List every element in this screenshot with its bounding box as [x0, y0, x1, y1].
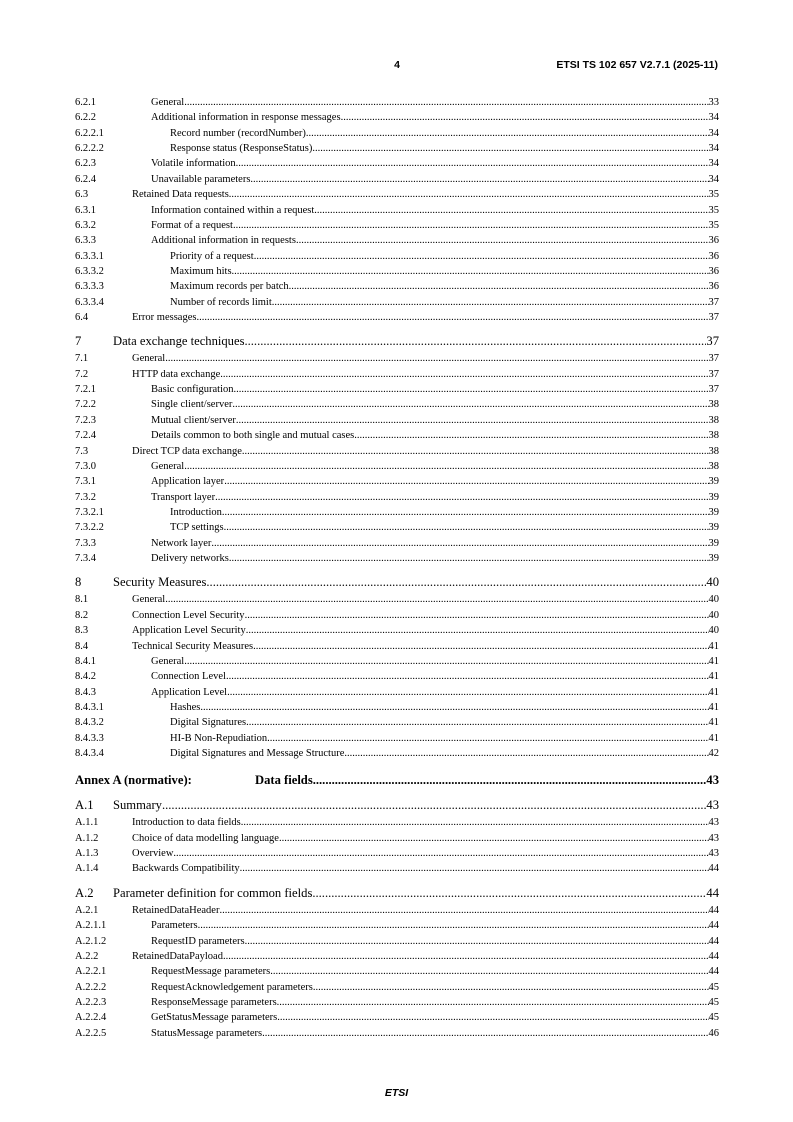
toc-entry-page: 38 — [708, 399, 719, 411]
toc-entry-page: 44 — [708, 950, 719, 962]
toc-entry-page: 41 — [708, 686, 719, 698]
toc-entry[interactable] — [75, 249, 719, 264]
toc-dot-leader — [220, 367, 708, 382]
toc-entry-title: Hashes — [170, 701, 201, 713]
toc-entry[interactable] — [75, 1026, 719, 1041]
toc-entry-number: 6.2.1 — [75, 97, 96, 108]
toc-entry-number: 8.3 — [75, 625, 89, 637]
toc-entry-page: 40 — [708, 594, 719, 606]
toc-entry-number: 6.2.2.1 — [75, 127, 104, 139]
toc-entry-title: Priority of a request — [170, 250, 254, 262]
toc-entry-title: RequestAcknowledgement parameters — [151, 981, 313, 993]
toc-entry-title: Record number (recordNumber) — [170, 127, 306, 139]
toc-entry-number: 6.3.3.4 — [75, 296, 104, 308]
toc-entry[interactable] — [75, 731, 719, 746]
toc-entry-title: HTTP data exchange — [132, 368, 221, 380]
toc-entry-page: 46 — [708, 1027, 719, 1039]
toc-dot-leader — [250, 172, 708, 187]
toc-dot-leader — [344, 746, 708, 761]
toc-entry[interactable] — [75, 797, 719, 814]
toc-dot-leader — [341, 110, 709, 125]
toc-entry-page: 39 — [708, 476, 719, 488]
toc-entry[interactable] — [75, 831, 719, 846]
toc-entry-page: 43 — [708, 848, 719, 860]
toc-entry-number: A.1 — [75, 798, 94, 813]
toc-dot-leader — [272, 295, 709, 310]
toc-dot-leader — [236, 413, 709, 428]
toc-dot-leader — [219, 903, 708, 918]
toc-entry-number: A.1.2 — [75, 832, 99, 844]
toc-entry[interactable] — [75, 574, 719, 591]
toc-entry-title: Digital Signatures — [170, 717, 247, 729]
toc-dot-leader — [270, 964, 708, 979]
toc-entry-number: 7.3.3 — [75, 537, 96, 549]
toc-entry-page: 41 — [708, 717, 719, 729]
toc-entry-page: 44 — [706, 885, 719, 900]
toc-dot-leader — [173, 846, 708, 861]
toc-entry[interactable] — [75, 295, 719, 310]
toc-entry-number: 8.4.3.2 — [75, 717, 104, 729]
toc-entry-page: 34 — [708, 173, 719, 185]
toc-entry-number: A.2.2.5 — [75, 1027, 107, 1039]
toc-entry-title: Additional information in response messages — [151, 112, 341, 124]
toc-entry[interactable] — [75, 592, 719, 607]
toc-dot-leader — [211, 536, 708, 551]
toc-dot-leader — [245, 608, 709, 623]
toc-entry-page: 44 — [708, 966, 719, 978]
toc-entry-page: 40 — [708, 625, 719, 637]
toc-entry-title: Number of records limit — [170, 296, 272, 308]
toc-dot-leader — [245, 934, 709, 949]
toc-entry-page: 43 — [706, 798, 719, 813]
toc-entry-number: 6.2.2.2 — [75, 143, 104, 155]
toc-entry-title: Application Level — [151, 686, 228, 698]
toc-entry-page: 37 — [706, 334, 719, 349]
toc-entry-number: 6.2.2 — [75, 112, 96, 124]
toc-entry-number: 6.3.3.1 — [75, 250, 104, 262]
toc-dot-leader — [354, 428, 708, 443]
toc-entry-page: 41 — [708, 732, 719, 744]
toc-entry-page: 40 — [706, 575, 719, 590]
toc-dot-leader — [312, 141, 708, 156]
toc-entry[interactable] — [75, 279, 719, 294]
toc-entry-title: Security Measures — [113, 575, 207, 590]
toc-dot-leader — [222, 505, 709, 520]
toc-entry-number: 6.4 — [75, 312, 89, 324]
toc-dot-leader — [200, 700, 708, 715]
toc-entry-title: ResponseMessage parameters — [151, 996, 277, 1008]
toc-entry-page: 37 — [708, 296, 719, 308]
toc-entry-title: RequestID parameters — [151, 935, 245, 947]
toc-entry-title: General — [151, 655, 185, 667]
toc-entry-number: 8 — [75, 575, 82, 590]
toc-entry[interactable] — [75, 536, 719, 551]
toc-dot-leader — [296, 233, 709, 248]
toc-dot-leader — [241, 815, 709, 830]
toc-entry[interactable] — [75, 654, 719, 669]
toc-entry-number: A.2.2.1 — [75, 966, 107, 978]
toc-entry[interactable] — [75, 351, 719, 366]
toc-dot-leader — [229, 551, 709, 566]
toc-entry-page: 43 — [708, 832, 719, 844]
toc-entry-page: 45 — [708, 1012, 719, 1024]
toc-dot-leader — [312, 885, 706, 902]
toc-entry-title: Overview — [132, 848, 174, 860]
toc-entry-title: General — [132, 353, 166, 365]
toc-entry-title: Connection Level — [151, 671, 226, 683]
toc-entry-number: Annex A (normative): — [75, 773, 192, 788]
table-of-contents — [75, 95, 719, 1041]
toc-entry-number: A.1.3 — [75, 848, 99, 860]
toc-entry-page: 36 — [708, 265, 719, 277]
toc-dot-leader — [232, 397, 708, 412]
toc-entry-number: 8.4.3.1 — [75, 701, 104, 713]
page-number: 4 — [394, 59, 400, 71]
toc-entry-title: Backwards Compatibility — [132, 863, 240, 875]
toc-entry-page: 41 — [708, 640, 719, 652]
toc-entry-page: 45 — [708, 981, 719, 993]
toc-entry-page: 44 — [708, 920, 719, 932]
toc-entry-title: Introduction to data fields — [132, 817, 241, 829]
toc-entry[interactable] — [75, 846, 719, 861]
toc-entry[interactable] — [75, 623, 719, 638]
toc-entry-number: 7.1 — [75, 353, 89, 365]
toc-entry-title: Maximum hits — [170, 265, 232, 277]
toc-entry-title: Data exchange techniques — [113, 334, 245, 349]
toc-entry-number: A.2.1.1 — [75, 920, 107, 932]
toc-entry-number: 7.3.1 — [75, 476, 96, 488]
toc-dot-leader — [206, 574, 706, 591]
toc-entry[interactable] — [75, 187, 719, 202]
toc-dot-leader — [306, 126, 709, 141]
toc-entry-title: Summary — [113, 798, 162, 813]
toc-dot-leader — [262, 1026, 708, 1041]
toc-entry-number: 6.3.1 — [75, 204, 96, 216]
toc-entry-number: 7.2.1 — [75, 384, 96, 396]
toc-dot-leader — [246, 623, 709, 638]
toc-entry[interactable] — [75, 715, 719, 730]
toc-entry[interactable] — [75, 995, 719, 1010]
toc-entry-page: 37 — [708, 384, 719, 396]
toc-entry-number: 8.4 — [75, 640, 89, 652]
toc-entry-number: 8.4.3.3 — [75, 732, 104, 744]
toc-entry-number: 6.3.3 — [75, 235, 96, 247]
toc-entry-title: Basic configuration — [151, 384, 234, 396]
toc-entry-title: Maximum records per batch — [170, 281, 289, 293]
toc-dot-leader — [229, 187, 709, 202]
toc-dot-leader — [289, 279, 709, 294]
toc-entry-title: Information contained within a request — [151, 204, 315, 216]
toc-dot-leader — [162, 797, 706, 814]
toc-entry[interactable] — [75, 428, 719, 443]
toc-entry[interactable] — [75, 233, 719, 248]
toc-dot-leader — [226, 669, 709, 684]
toc-entry-number: 8.4.3 — [75, 686, 96, 698]
toc-entry[interactable] — [75, 172, 719, 187]
toc-dot-leader — [277, 995, 709, 1010]
toc-entry-page: 44 — [708, 904, 719, 916]
toc-dot-leader — [232, 264, 709, 279]
toc-dot-leader — [224, 474, 708, 489]
toc-entry-title: Application Level Security — [132, 625, 246, 637]
toc-entry-title: Volatile information — [151, 158, 236, 170]
toc-entry-title: Format of a request — [151, 219, 233, 231]
toc-entry[interactable] — [75, 639, 719, 654]
toc-entry[interactable] — [75, 505, 719, 520]
toc-entry-title: Introduction — [170, 506, 222, 518]
toc-entry[interactable] — [75, 903, 719, 918]
toc-entry-page: 37 — [708, 312, 719, 324]
toc-entry-title: Error messages — [132, 312, 197, 324]
toc-entry-page: 35 — [708, 189, 719, 201]
toc-dot-leader — [227, 685, 708, 700]
toc-entry-page: 39 — [708, 522, 719, 534]
toc-entry-title: Direct TCP data exchange — [132, 445, 242, 457]
toc-entry-title: RequestMessage parameters — [151, 966, 271, 978]
toc-entry[interactable] — [75, 367, 719, 382]
toc-dot-leader — [234, 382, 709, 397]
toc-entry[interactable] — [75, 885, 719, 902]
toc-entry[interactable] — [75, 746, 719, 761]
toc-entry[interactable] — [75, 980, 719, 995]
toc-entry[interactable] — [75, 949, 719, 964]
toc-entry-number: 7 — [75, 334, 82, 349]
toc-dot-leader — [184, 95, 708, 110]
toc-entry-title: RetainedDataPayload — [132, 950, 223, 962]
toc-entry-page: 36 — [708, 281, 719, 293]
toc-entry-title: GetStatusMessage parameters — [151, 1012, 278, 1024]
toc-entry-title: Response status (ResponseStatus) — [170, 143, 313, 155]
toc-entry-title: Details common to both single and mutual cases — [151, 430, 355, 442]
toc-dot-leader — [314, 203, 708, 218]
toc-entry-page: 40 — [708, 609, 719, 621]
toc-entry[interactable] — [75, 964, 719, 979]
toc-entry-title: Additional information in requests — [151, 235, 296, 247]
toc-entry-title: Transport layer — [151, 491, 216, 503]
toc-entry[interactable] — [75, 156, 719, 171]
toc-entry-number: 8.1 — [75, 594, 89, 606]
toc-entry[interactable] — [75, 310, 719, 325]
toc-entry-title: Mutual client/server — [151, 414, 236, 426]
toc-entry[interactable] — [75, 815, 719, 830]
toc-dot-leader — [165, 351, 708, 366]
toc-entry-page: 39 — [708, 506, 719, 518]
toc-entry-page: 38 — [708, 414, 719, 426]
toc-entry-number: 7.2.4 — [75, 430, 96, 442]
toc-entry-page: 39 — [708, 553, 719, 565]
toc-entry-page: 38 — [708, 460, 719, 472]
toc-entry[interactable] — [75, 110, 719, 125]
toc-dot-leader — [215, 490, 708, 505]
toc-annex-entry[interactable] — [75, 772, 719, 789]
toc-entry[interactable] — [75, 444, 719, 459]
toc-entry[interactable] — [75, 918, 719, 933]
toc-entry-title: General — [132, 594, 166, 606]
toc-entry-number: 7.2.2 — [75, 399, 96, 411]
toc-entry-title: Parameters — [151, 920, 198, 932]
toc-entry-page: 38 — [708, 430, 719, 442]
toc-entry[interactable] — [75, 95, 719, 110]
toc-entry-number: 6.3.2 — [75, 219, 96, 231]
toc-entry-page: 41 — [708, 701, 719, 713]
toc-entry[interactable] — [75, 218, 719, 233]
toc-entry-number: A.2.2.3 — [75, 996, 107, 1008]
toc-entry-title: Network layer — [151, 537, 212, 549]
toc-entry[interactable] — [75, 490, 719, 505]
toc-entry-page: 34 — [708, 127, 719, 139]
toc-entry-number: 7.3.0 — [75, 460, 96, 472]
toc-dot-leader — [313, 772, 707, 789]
toc-entry-number: A.2 — [75, 885, 94, 900]
toc-entry-number: A.1.1 — [75, 817, 99, 829]
toc-entry-title: Application layer — [151, 476, 225, 488]
toc-entry-page: 44 — [708, 935, 719, 947]
toc-entry-number: 7.3.4 — [75, 553, 96, 565]
toc-entry-number: 6.2.3 — [75, 158, 96, 170]
toc-entry-title: Single client/server — [151, 399, 233, 411]
toc-entry-title: General — [151, 97, 185, 108]
toc-dot-leader — [242, 444, 709, 459]
toc-dot-leader — [165, 592, 708, 607]
document-id: ETSI TS 102 657 V2.7.1 (2025-11) — [556, 59, 718, 71]
toc-entry-page: 34 — [708, 143, 719, 155]
toc-entry[interactable] — [75, 413, 719, 428]
toc-entry-page: 35 — [708, 204, 719, 216]
toc-entry[interactable] — [75, 126, 719, 141]
toc-entry-page: 36 — [708, 235, 719, 247]
toc-entry-page: 33 — [708, 97, 719, 108]
toc-entry-number: 7.2 — [75, 368, 89, 380]
toc-dot-leader — [244, 333, 706, 350]
toc-entry-number: A.2.1 — [75, 904, 99, 916]
toc-dot-leader — [246, 715, 708, 730]
toc-entry[interactable] — [75, 1010, 719, 1025]
toc-dot-leader — [223, 949, 709, 964]
toc-entry-title: Technical Security Measures — [132, 640, 254, 652]
toc-entry-number: 7.3.2 — [75, 491, 96, 503]
toc-entry[interactable] — [75, 685, 719, 700]
toc-entry-number: 6.3 — [75, 189, 89, 201]
toc-entry[interactable] — [75, 608, 719, 623]
toc-dot-leader — [196, 310, 708, 325]
toc-entry-page: 43 — [708, 817, 719, 829]
toc-entry-page: 37 — [708, 368, 719, 380]
toc-entry-number: 8.4.3.4 — [75, 748, 104, 760]
toc-entry-number: 6.3.3.2 — [75, 265, 104, 277]
toc-entry-title: General — [151, 460, 185, 472]
toc-dot-leader — [184, 654, 708, 669]
toc-entry-page: 39 — [708, 491, 719, 503]
toc-entry[interactable] — [75, 203, 719, 218]
toc-dot-leader — [277, 1010, 708, 1025]
toc-entry-title: TCP settings — [170, 522, 224, 534]
toc-entry-number: 6.3.3.3 — [75, 281, 104, 293]
toc-entry-title: Delivery networks — [151, 553, 229, 565]
toc-entry-page: 42 — [708, 748, 719, 760]
toc-entry-title: Connection Level Security — [132, 609, 245, 621]
footer-etsi-label: ETSI — [384, 1087, 409, 1099]
toc-dot-leader — [313, 980, 709, 995]
toc-dot-leader — [198, 918, 709, 933]
toc-entry-page: 41 — [708, 655, 719, 667]
toc-dot-leader — [233, 218, 709, 233]
toc-entry-number: 8.4.1 — [75, 655, 96, 667]
toc-entry-number: A.2.2.4 — [75, 1012, 107, 1024]
toc-dot-leader — [253, 639, 708, 654]
toc-entry[interactable] — [75, 459, 719, 474]
toc-entry[interactable] — [75, 520, 719, 535]
toc-entry-title: Digital Signatures and Message Structure — [170, 748, 345, 760]
toc-entry[interactable] — [75, 474, 719, 489]
toc-entry-page: 36 — [708, 250, 719, 262]
toc-entry-page: 34 — [708, 158, 719, 170]
toc-entry-title: Parameter definition for common fields — [113, 885, 313, 900]
toc-dot-leader — [254, 249, 709, 264]
toc-entry-number: A.2.2 — [75, 950, 99, 962]
toc-entry-number: A.2.2.2 — [75, 981, 107, 993]
toc-entry-number: 7.3 — [75, 445, 89, 457]
toc-entry[interactable] — [75, 669, 719, 684]
toc-dot-leader — [184, 459, 708, 474]
toc-entry-number: 7.2.3 — [75, 414, 96, 426]
toc-entry-page: 45 — [708, 996, 719, 1008]
toc-dot-leader — [236, 156, 709, 171]
toc-entry[interactable] — [75, 264, 719, 279]
toc-entry-number: 7.3.2.2 — [75, 522, 104, 534]
toc-entry-page: 39 — [708, 537, 719, 549]
toc-entry-page: 35 — [708, 219, 719, 231]
toc-entry-title: Data fields — [255, 773, 313, 788]
toc-entry-title: Retained Data requests — [132, 189, 229, 201]
toc-entry-page: 44 — [708, 863, 719, 875]
toc-entry[interactable] — [75, 551, 719, 566]
toc-entry-title: RetainedDataHeader — [132, 904, 220, 916]
toc-dot-leader — [224, 520, 709, 535]
toc-entry[interactable] — [75, 861, 719, 876]
toc-entry[interactable] — [75, 333, 719, 350]
toc-dot-leader — [279, 831, 709, 846]
toc-entry[interactable] — [75, 700, 719, 715]
toc-entry-number: 7.3.2.1 — [75, 506, 104, 518]
toc-entry-number: A.2.1.2 — [75, 935, 107, 947]
toc-entry-title: Unavailable parameters — [151, 173, 251, 185]
toc-entry-number: 6.2.4 — [75, 173, 96, 185]
toc-entry-title: Choice of data modelling language — [132, 832, 279, 844]
toc-entry-page: 43 — [706, 773, 719, 788]
toc-entry-title: HI-B Non-Repudiation — [170, 732, 268, 744]
toc-entry[interactable] — [75, 382, 719, 397]
toc-entry-number: A.1.4 — [75, 863, 99, 875]
toc-entry-page: 37 — [708, 353, 719, 365]
toc-entry[interactable] — [75, 397, 719, 412]
toc-dot-leader — [267, 731, 708, 746]
toc-entry-title: StatusMessage parameters — [151, 1027, 263, 1039]
toc-entry-number: 8.4.2 — [75, 671, 96, 683]
toc-entry-page: 34 — [708, 112, 719, 124]
toc-entry[interactable] — [75, 141, 719, 156]
toc-entry-page: 38 — [708, 445, 719, 457]
toc-entry-number: 8.2 — [75, 609, 89, 621]
toc-dot-leader — [240, 861, 709, 876]
toc-entry-page: 41 — [708, 671, 719, 683]
toc-entry[interactable] — [75, 934, 719, 949]
